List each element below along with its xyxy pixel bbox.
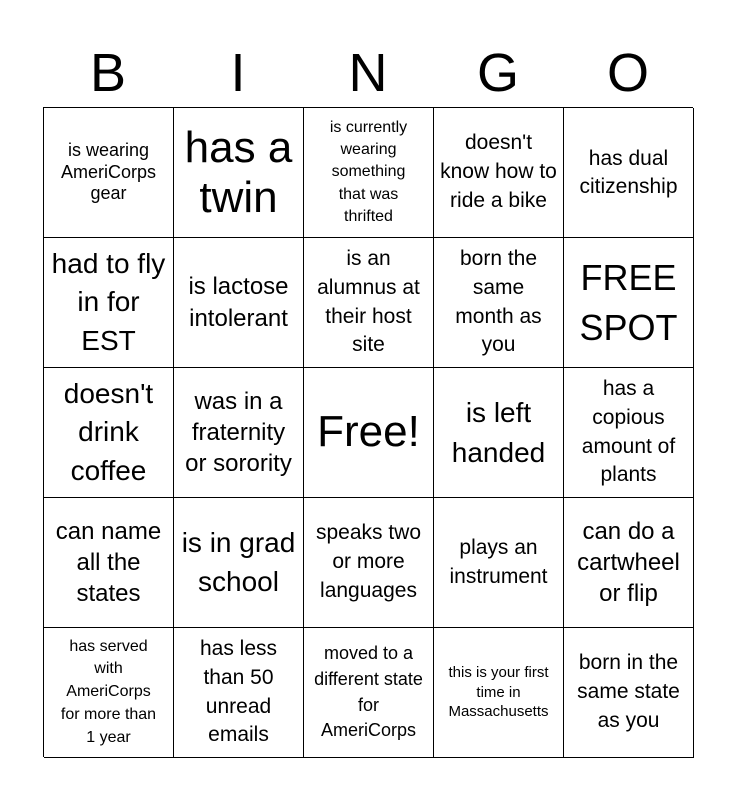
cell-text: has a copious amount of plants [581, 376, 676, 487]
header-letter-n: N [348, 43, 388, 103]
bingo-cell[interactable] [434, 238, 564, 368]
cell-text: moved to a different state for AmeriCorps [314, 643, 423, 741]
cell-text: born in the same state as you [577, 651, 680, 732]
header-letter-g: G [476, 43, 519, 103]
bingo-cell[interactable] [564, 238, 694, 368]
bingo-header [43, 38, 693, 108]
cell-text: is left handed [451, 396, 546, 468]
header-letter-o: O [606, 43, 649, 103]
cell-text: has a twin [184, 123, 293, 222]
bingo-cell[interactable] [564, 368, 694, 498]
cell-text: is lactose intolerant [188, 273, 289, 332]
cell-text: has dual citizenship [579, 147, 678, 198]
bingo-cell[interactable] [304, 238, 434, 368]
cell-text: is in grad school [181, 526, 296, 597]
bingo-cell[interactable] [174, 238, 304, 368]
cell-text: plays an instrument [449, 535, 548, 588]
header-letter-b: B [89, 43, 127, 103]
bingo-cell[interactable] [564, 108, 694, 238]
free-cell[interactable] [304, 368, 434, 498]
bingo-cell[interactable] [44, 368, 174, 498]
cell-text: has less than 50 unread emails [199, 636, 278, 747]
cell-text: this is your first time in Massachusetts [448, 664, 549, 721]
bingo-cell[interactable] [44, 498, 174, 628]
bingo-cell[interactable] [44, 108, 174, 238]
cell-text: born the same month as you [455, 246, 542, 357]
cell-text: doesn't drink coffee [63, 377, 154, 486]
bingo-cell[interactable] [434, 628, 564, 758]
bingo-cell[interactable] [174, 108, 304, 238]
cell-text: had to fly in for EST [51, 247, 166, 356]
cell-text: Free! [317, 407, 420, 457]
cell-text: is wearing AmeriCorps gear [60, 140, 157, 204]
cell-text: speaks two or more languages [315, 521, 422, 602]
bingo-cell[interactable] [434, 108, 564, 238]
bingo-grid [43, 107, 693, 757]
bingo-cell[interactable] [174, 628, 304, 758]
bingo-cell[interactable] [304, 628, 434, 758]
bingo-cell[interactable] [174, 498, 304, 628]
bingo-cell[interactable] [304, 498, 434, 628]
bingo-cell[interactable] [564, 628, 694, 758]
cell-text: is currently wearing something that was thrifted [329, 119, 408, 225]
cell-text: FREE SPOT [579, 256, 678, 348]
cell-text: can name all the states [55, 517, 162, 608]
bingo-cell[interactable] [434, 498, 564, 628]
cell-text: is an alumnus at their host site [317, 246, 420, 357]
cell-text: has served with AmeriCorps for more than 1 year [60, 637, 157, 746]
bingo-cell[interactable] [44, 628, 174, 758]
cell-text: doesn't know how to ride a bike [440, 131, 557, 212]
cell-text: was in a fraternity or sorority [185, 387, 292, 478]
bingo-cell[interactable] [564, 498, 694, 628]
bingo-cell[interactable] [434, 368, 564, 498]
cell-text: can do a cartwheel or flip [577, 517, 680, 608]
bingo-cell[interactable] [304, 108, 434, 238]
bingo-cell[interactable] [174, 368, 304, 498]
bingo-cell[interactable] [44, 238, 174, 368]
header-letter-i: I [230, 43, 246, 103]
